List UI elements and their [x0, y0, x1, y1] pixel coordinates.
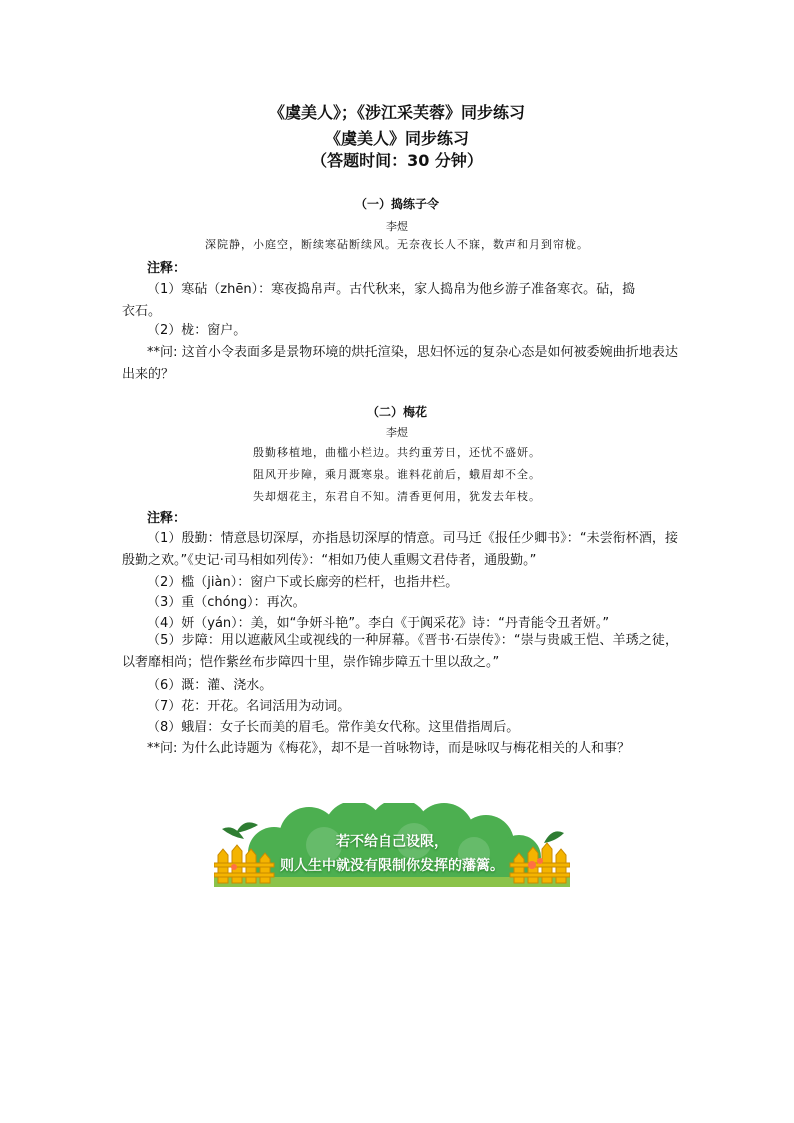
section2-note-1: （1）殷勤：情意恳切深厚，亦指恳切深厚的情意。司马迁《报任少卿书》：“未尝衔杯酒，接殷勤之欢。”《史记·司马相如列传》：“相如乃使人重赐文君侍者，通殷勤。”	[122, 531, 678, 568]
answer-time-note: （答题时间：30 分钟）	[311, 151, 483, 170]
banner-line-2: 则人生中就没有限制你发挥的藩篱。	[280, 858, 504, 874]
document-title: 《虞美人》；《涉江采芙蓉》同步练习	[268, 103, 525, 122]
section2-question: **问: 为什么此诗题为《梅花》，却不是一首咏物诗，而是咏叹与梅花相关的人和事？	[147, 741, 631, 756]
document-subtitle: 《虞美人》同步练习	[324, 129, 469, 148]
section2-note-2: （2）槛（jiàn）：窗户下或长廊旁的栏杆，也指井栏。	[147, 575, 459, 590]
section1-notes-label: 注释：	[147, 261, 187, 276]
section2-note-7: （7）花：开花。名词活用为动词。	[147, 699, 351, 714]
section2-note-4: （4）妍（yán）：美，如“争妍斗艳”。李白《于阗采花》诗：“丹青能令丑者妍。”	[147, 616, 610, 631]
section2-note-6: （6）溉：灌、浇水。	[147, 678, 273, 693]
section1-author: 李煜	[386, 220, 408, 233]
section2-poem-line-3: 失却烟花主，东君自不知。清香更何用，犹发去年枝。	[253, 490, 541, 503]
section2-notes-label: 注释：	[147, 511, 187, 526]
section2-note-3: （3）重（chóng）：再次。	[147, 595, 306, 610]
banner-line-1: 若不给自己设限，	[336, 834, 448, 850]
section1-note-1-line2: 衣石。	[122, 304, 162, 319]
section1-heading: （一）捣练子令	[354, 197, 439, 211]
section2-note-8: （8）蛾眉：女子长而美的眉毛。常作美女代称。这里借指周后。	[147, 720, 520, 735]
section2-note-5: （5）步障：用以遮蔽风尘或视线的一种屏幕。《晋书·石崇传》：“崇与贵戚王恺、羊琇之徒，以奢靡相尚；恺作紫丝布步障四十里，崇作锦步障五十里以敌之。”	[122, 633, 678, 670]
section1-question: **问: 这首小令表面多是景物环境的烘托渲染，思妇怀远的复杂心态是如何被委婉曲折地表达出来的？	[122, 345, 678, 382]
section2-poem-line-1: 殷勤移植地，曲槛小栏边。共约重芳日，还忧不盛妍。	[253, 446, 541, 459]
section2-heading: （二）梅花	[366, 405, 427, 419]
section2-author: 李煜	[386, 426, 408, 439]
section1-note-2: （2）栊：窗户。	[147, 323, 247, 338]
section1-note-1-line1: （1）寒砧（zhēn）：寒夜捣帛声。古代秋来，家人捣帛为他乡游子准备寒衣。砧，捣	[147, 282, 636, 297]
section1-poem: 深院静，小庭空，断续寒砧断续风。无奈夜长人不寐，数声和月到帘栊。	[205, 238, 589, 251]
motivational-banner	[214, 803, 570, 887]
section2-poem-line-2: 阻风开步障，乘月溉寒泉。谁料花前后，蛾眉却不全。	[253, 468, 541, 481]
